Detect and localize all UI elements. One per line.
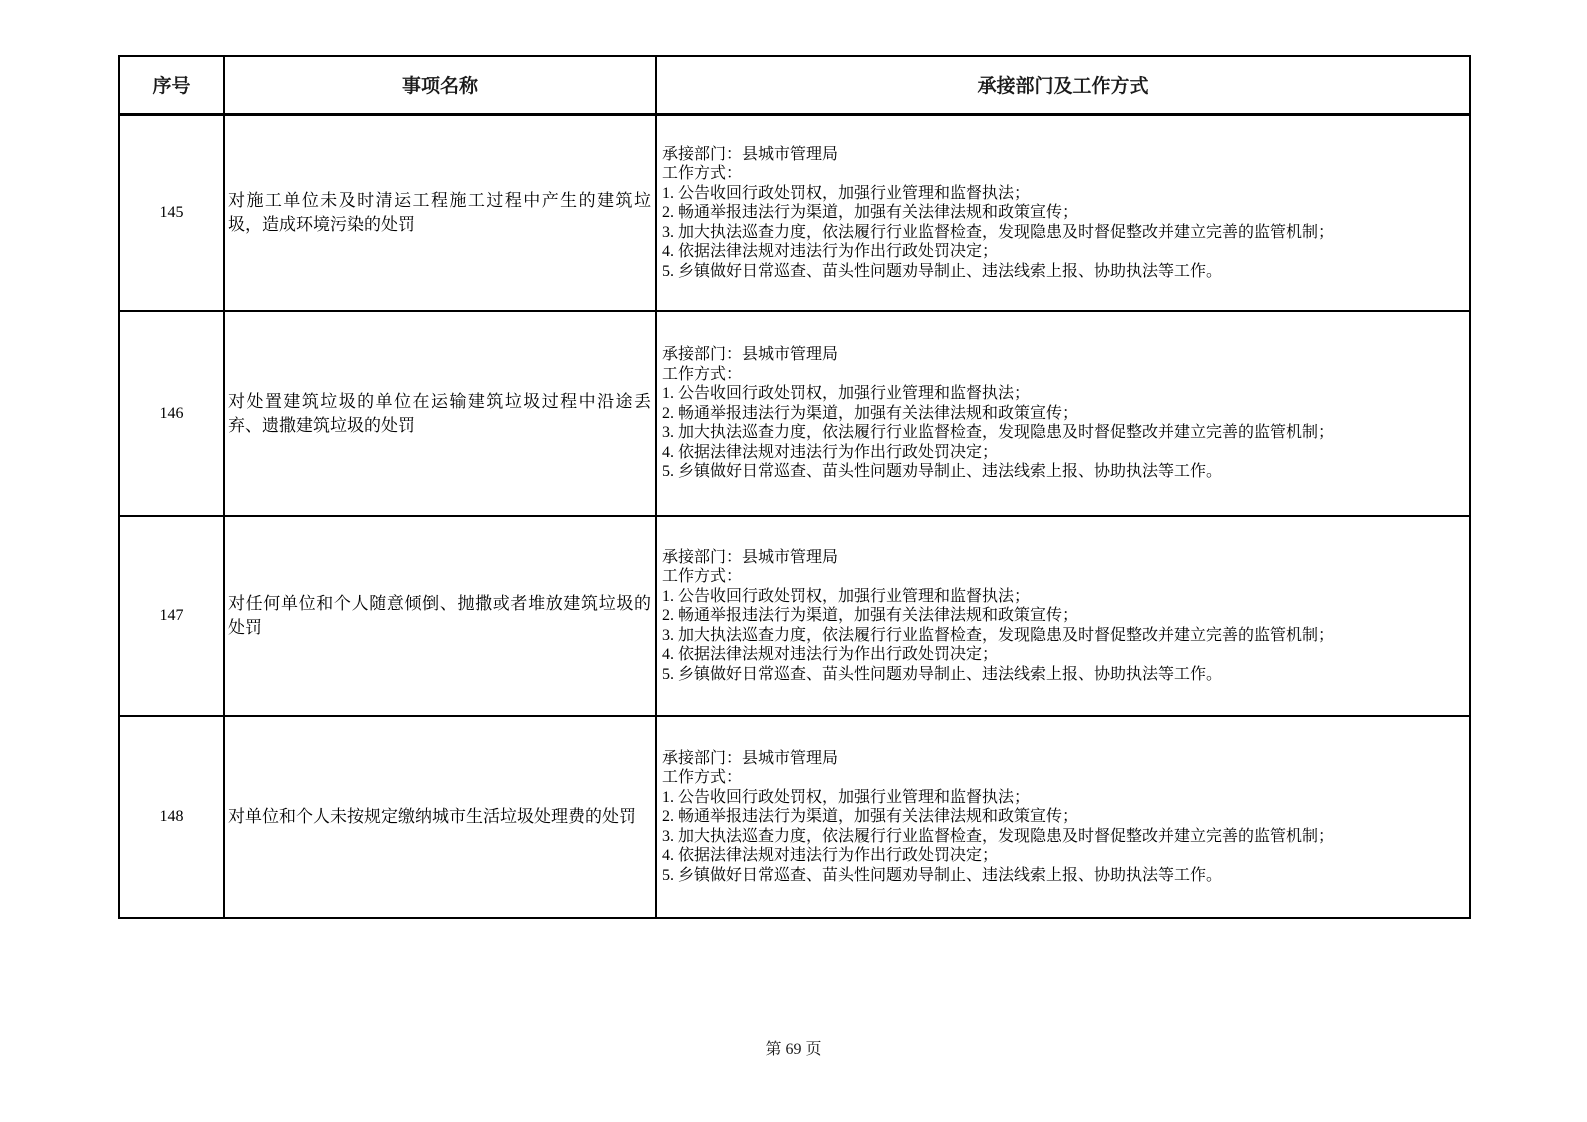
work-method-label: 工作方式： xyxy=(662,568,743,586)
department-line: 承接部门：县城市管理局 xyxy=(662,145,839,163)
item-name-cell: 对处置建筑垃圾的单位在运输建筑垃圾过程中沿途丢弃、遗撒建筑垃圾的处罚 xyxy=(224,311,656,516)
table-row xyxy=(119,716,1470,918)
page-number: 第 69 页 xyxy=(765,1041,822,1058)
work-method-line: 2. 畅通举报违法行为渠道，加强有关法律法规和政策宣传； xyxy=(662,404,1079,422)
work-method-line: 4. 依据法律法规对违法行为作出行政处罚决定； xyxy=(662,646,999,664)
work-method-line: 1. 公告收回行政处罚权，加强行业管理和监督执法； xyxy=(662,587,1031,605)
work-method-cell xyxy=(656,311,1470,516)
work-method-line: 1. 公告收回行政处罚权，加强行业管理和监督执法； xyxy=(662,385,1031,403)
serial-number-cell: 147 xyxy=(119,516,224,716)
table-row xyxy=(119,516,1470,716)
work-method-line: 5. 乡镇做好日常巡查、苗头性问题劝导制止、违法线索上报、协助执法等工作。 xyxy=(662,665,1223,683)
work-method-line: 1. 公告收回行政处罚权，加强行业管理和监督执法； xyxy=(662,184,1031,202)
work-method-cell xyxy=(656,114,1470,311)
work-method-label: 工作方式： xyxy=(662,165,743,182)
work-method-line: 4. 依据法律法规对违法行为作出行政处罚决定； xyxy=(662,443,999,461)
work-method-line: 3. 加大执法巡查力度，依法履行行业监督检查，发现隐患及时督促整改并建立完善的监管机制； xyxy=(662,223,1335,241)
department-line: 承接部门：县城市管理局 xyxy=(662,346,839,364)
work-method-line: 3. 加大执法巡查力度，依法履行行业监督检查，发现隐患及时督促整改并建立完善的监管机制； xyxy=(662,827,1335,845)
work-method-cell xyxy=(656,516,1470,716)
work-method-cell xyxy=(656,716,1470,918)
table-row xyxy=(119,311,1470,516)
work-method-line: 5. 乡镇做好日常巡查、苗头性问题劝导制止、违法线索上报、协助执法等工作。 xyxy=(662,866,1223,884)
serial-number-cell: 148 xyxy=(119,716,224,918)
work-method-label: 工作方式： xyxy=(662,365,743,383)
work-method-line: 2. 畅通举报违法行为渠道，加强有关法律法规和政策宣传； xyxy=(662,607,1079,625)
department-line: 承接部门：县城市管理局 xyxy=(662,749,839,767)
work-method-line: 3. 加大执法巡查力度，依法履行行业监督检查，发现隐患及时督促整改并建立完善的监管机制； xyxy=(662,626,1335,644)
work-method-line: 3. 加大执法巡查力度，依法履行行业监督检查，发现隐患及时督促整改并建立完善的监管机制； xyxy=(662,424,1335,442)
item-name-cell: 对单位和个人未按规定缴纳城市生活垃圾处理费的处罚 xyxy=(224,716,656,918)
table-row xyxy=(119,114,1470,311)
work-method-label: 工作方式： xyxy=(662,769,743,787)
column-header-serial: 序号 xyxy=(119,56,224,114)
work-method-line: 2. 畅通举报违法行为渠道，加强有关法律法规和政策宣传； xyxy=(662,204,1079,221)
header-row xyxy=(119,56,1470,114)
serial-number-cell: 146 xyxy=(119,311,224,516)
work-method-line: 4. 依据法律法规对违法行为作出行政处罚决定； xyxy=(662,243,999,260)
item-name-cell: 对施工单位未及时清运工程施工过程中产生的建筑垃圾，造成环境污染的处罚 xyxy=(224,114,656,311)
serial-number-cell: 145 xyxy=(119,114,224,311)
work-method-line: 1. 公告收回行政处罚权，加强行业管理和监督执法； xyxy=(662,788,1031,806)
work-method-line: 4. 依据法律法规对违法行为作出行政处罚决定； xyxy=(662,847,999,865)
items-table xyxy=(118,55,1471,919)
column-header-department: 承接部门及工作方式 xyxy=(656,56,1470,114)
item-name-cell: 对任何单位和个人随意倾倒、抛撒或者堆放建筑垃圾的处罚 xyxy=(224,516,656,716)
department-line: 承接部门：县城市管理局 xyxy=(662,548,839,566)
work-method-line: 2. 畅通举报违法行为渠道，加强有关法律法规和政策宣传； xyxy=(662,808,1079,826)
column-header-item-name: 事项名称 xyxy=(224,56,656,114)
work-method-line: 5. 乡镇做好日常巡查、苗头性问题劝导制止、违法线索上报、协助执法等工作。 xyxy=(662,262,1223,280)
work-method-line: 5. 乡镇做好日常巡查、苗头性问题劝导制止、违法线索上报、协助执法等工作。 xyxy=(662,463,1223,481)
